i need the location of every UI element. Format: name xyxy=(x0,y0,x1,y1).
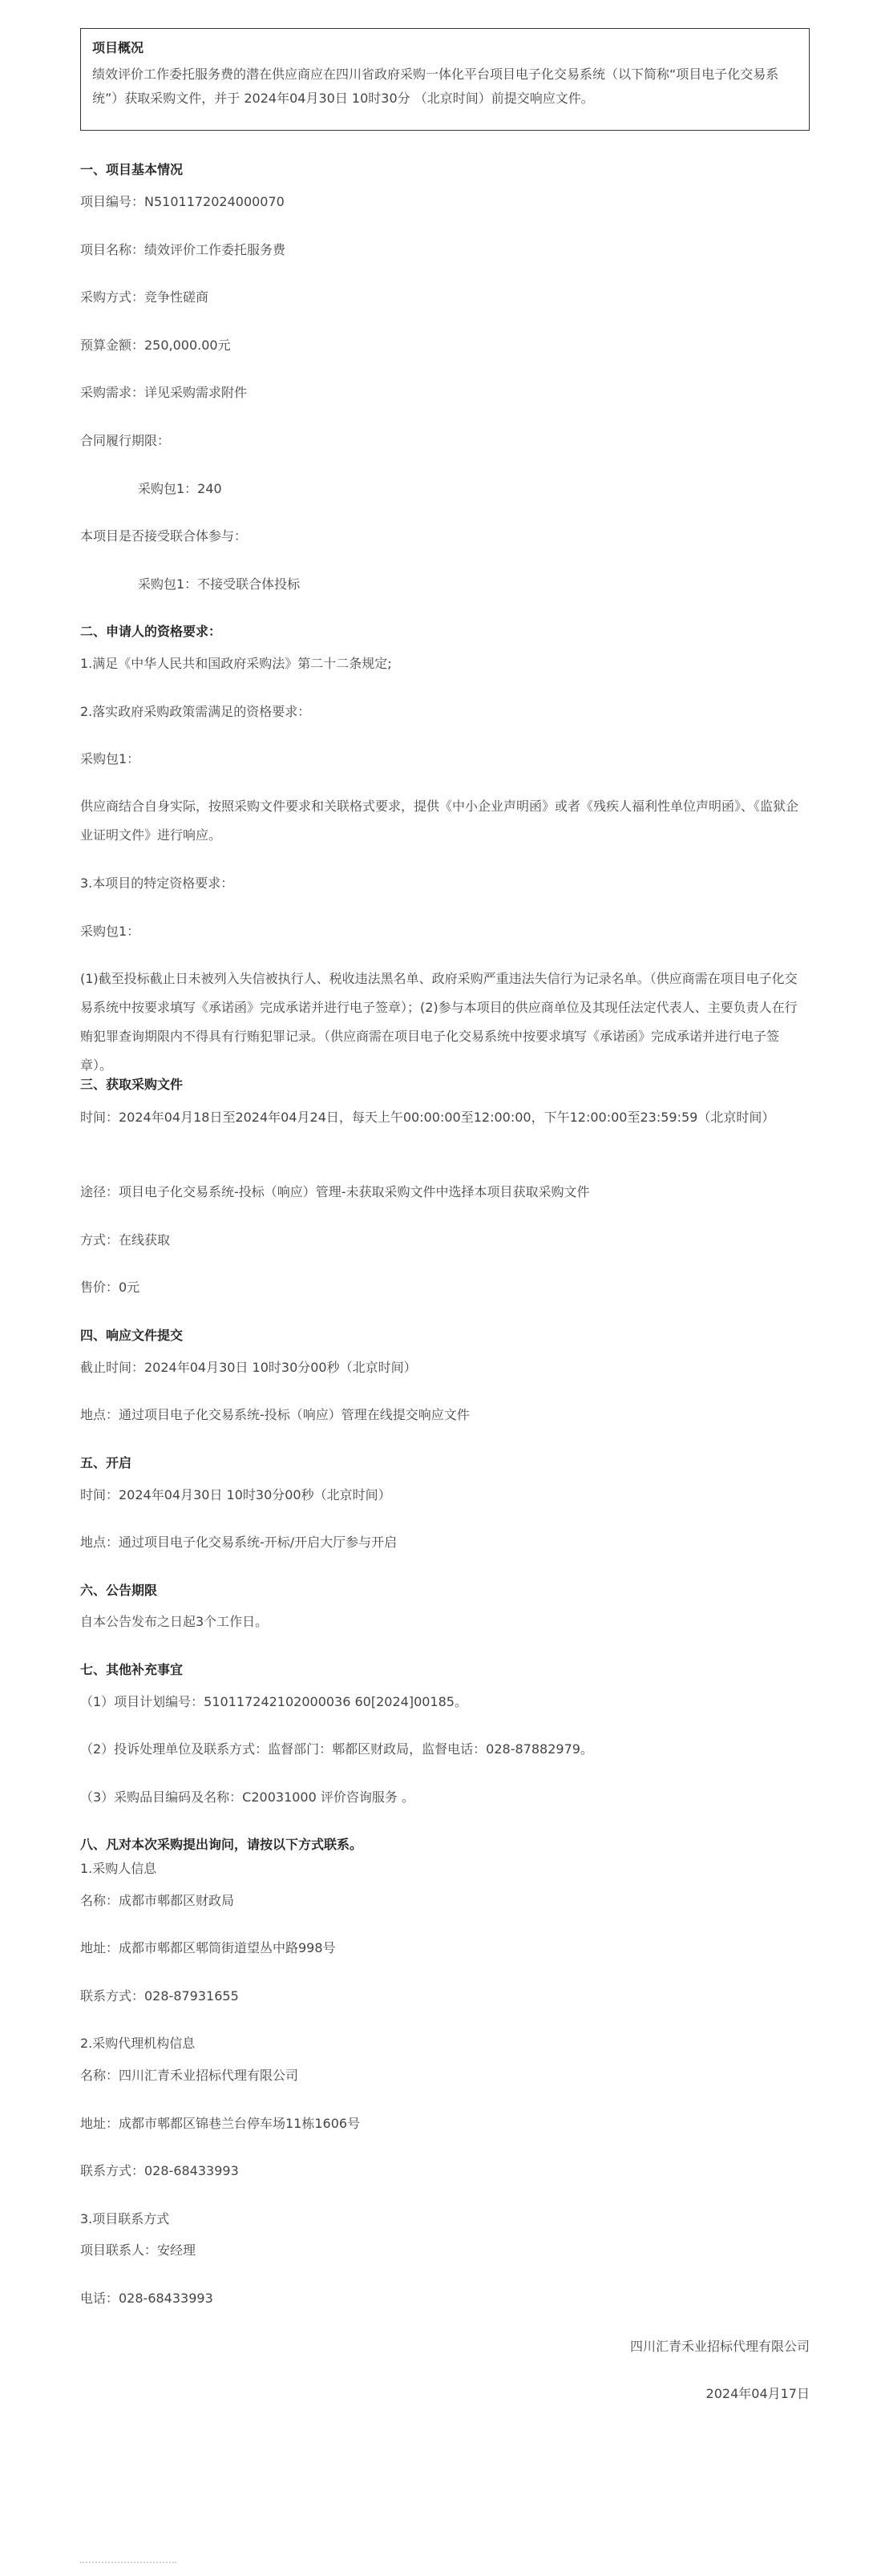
obtain-way: 方式：在线获取 xyxy=(80,1232,171,1248)
submit-place: 地点：通过项目电子化交易系统-投标（响应）管理在线提交响应文件 xyxy=(80,1407,470,1422)
contract-period-label: 合同履行期限： xyxy=(80,433,171,448)
agent-name: 名称：四川汇青禾业招标代理有限公司 xyxy=(80,2068,299,2083)
overview-text: 绩效评价工作委托服务费的潜在供应商应在四川省政府采购一体化平台项目电子化交易系统（以下简称“项目电子化交易系统”）获取采购文件，并于 2024年04月30日 10时30分 （北京时间）前提交响应文件。 xyxy=(92,67,779,106)
consortium-label: 本项目是否接受联合体参与： xyxy=(80,528,248,544)
contact-heading: 3.项目联系方式 xyxy=(80,2211,170,2226)
contract-period-package: 采购包1：240 xyxy=(138,481,222,496)
obtain-time: 时间：2024年04月18日至2024年04月24日，每天上午00:00:00至12:00:00，下午12:00:00至23:59:59（北京时间） xyxy=(80,1110,775,1125)
overview-title: 项目概况 xyxy=(92,40,144,55)
footer-date: 2024年04月17日 xyxy=(705,2386,810,2401)
agent-phone: 联系方式：028-68433993 xyxy=(80,2163,239,2178)
other-item-3: （3）采购品目编码及名称：C20031000 评价咨询服务 。 xyxy=(80,1789,414,1805)
footer-company: 四川汇青禾业招标代理有限公司 xyxy=(629,2339,810,2354)
section-title: 一、项目基本情况 xyxy=(80,162,184,177)
project-name: 项目名称：绩效评价工作委托服务费 xyxy=(80,242,286,257)
section-title-other: 七、其他补充事宜 xyxy=(80,1662,184,1677)
section-title-contact: 八、凡对本次采购提出询问，请按以下方式联系。 xyxy=(80,1837,363,1852)
overview-box xyxy=(80,28,810,131)
procurement-demand: 采购需求：详见采购需求附件 xyxy=(80,385,248,400)
opening-place: 地点：通过项目电子化交易系统-开标/开启大厅参与开启 xyxy=(80,1535,398,1550)
other-item-1: （1）项目计划编号：510117242102000036 60[2024]00185。 xyxy=(80,1694,467,1709)
other-item-2: （2）投诉处理单位及联系方式：监督部门：郫都区财政局，监督电话：028-87882979。 xyxy=(80,1741,593,1757)
page-end-divider xyxy=(80,2562,176,2573)
section-title-qualification: 二、申请人的资格要求： xyxy=(80,624,222,639)
obtain-price: 售价：0元 xyxy=(80,1280,140,1295)
section-title-period: 六、公告期限 xyxy=(80,1583,158,1598)
section-basic-info xyxy=(80,160,810,180)
agent-address: 地址：成都市郫都区锦巷兰台停车场11栋1606号 xyxy=(80,2116,361,2131)
procurement-method: 采购方式：竞争性磋商 xyxy=(80,289,209,305)
buyer-phone: 联系方式：028-87931655 xyxy=(80,1988,239,2004)
consortium-package: 采购包1：不接受联合体投标 xyxy=(138,576,301,592)
obtain-route: 途径：项目电子化交易系统-投标（响应）管理-未获取采购文件中选择本项目获取采购文件 xyxy=(80,1184,590,1199)
package-label: 采购包1： xyxy=(80,924,140,939)
requirement-1: 1.满足《中华人民共和国政府采购法》第二十二条规定; xyxy=(80,656,392,671)
period-text: 自本公告发布之日起3个工作日。 xyxy=(80,1614,269,1629)
opening-time: 时间：2024年04月30日 10时30分00秒（北京时间） xyxy=(80,1487,391,1502)
project-number: 项目编号：N5101172024000070 xyxy=(80,194,285,209)
contact-person: 项目联系人：安经理 xyxy=(80,2242,196,2258)
requirement-2: 2.落实政府采购政策需满足的资格要求： xyxy=(80,704,311,719)
section-title-submit: 四、响应文件提交 xyxy=(80,1328,184,1343)
requirement-3: 3.本项目的特定资格要求： xyxy=(80,876,234,891)
special-requirement-text: (1)截至投标截止日未被列入失信被执行人、税收违法黑名单、政府采购严重违法失信行为记录名单。（供应商需在项目电子化交易系统中按要求填写《承诺函》完成承诺并进行电子签章）；(2)参与本项目的供应商单位及其现任法定代表人、主要负责人在行贿犯罪查询期限内不得具有行贿犯罪记录。（供应商需在项目电子化交易系统中按要求填写《承诺函》完成承诺并进行电子签章）。 xyxy=(80,971,798,1073)
announcement-page xyxy=(80,0,810,2401)
budget-amount: 预算金额：250,000.00元 xyxy=(80,338,231,353)
buyer-address: 地址：成都市郫都区郫筒街道望丛中路998号 xyxy=(80,1940,336,1955)
policy-text: 供应商结合自身实际，按照采购文件要求和关联格式要求，提供《中小企业声明函》或者《残疾人福利性单位声明函》、《监狱企业证明文件》进行响应。 xyxy=(80,799,799,843)
package-label: 采购包1： xyxy=(80,751,140,766)
section-title-obtain: 三、获取采购文件 xyxy=(80,1077,184,1092)
section-title-opening: 五、开启 xyxy=(80,1455,132,1470)
buyer-name: 名称：成都市郫都区财政局 xyxy=(80,1893,235,1908)
buyer-heading: 1.采购人信息 xyxy=(80,1861,157,1876)
agent-heading: 2.采购代理机构信息 xyxy=(80,2036,196,2051)
submit-deadline: 截止时间：2024年04月30日 10时30分00秒（北京时间） xyxy=(80,1360,417,1375)
contact-phone: 电话：028-68433993 xyxy=(80,2291,213,2306)
